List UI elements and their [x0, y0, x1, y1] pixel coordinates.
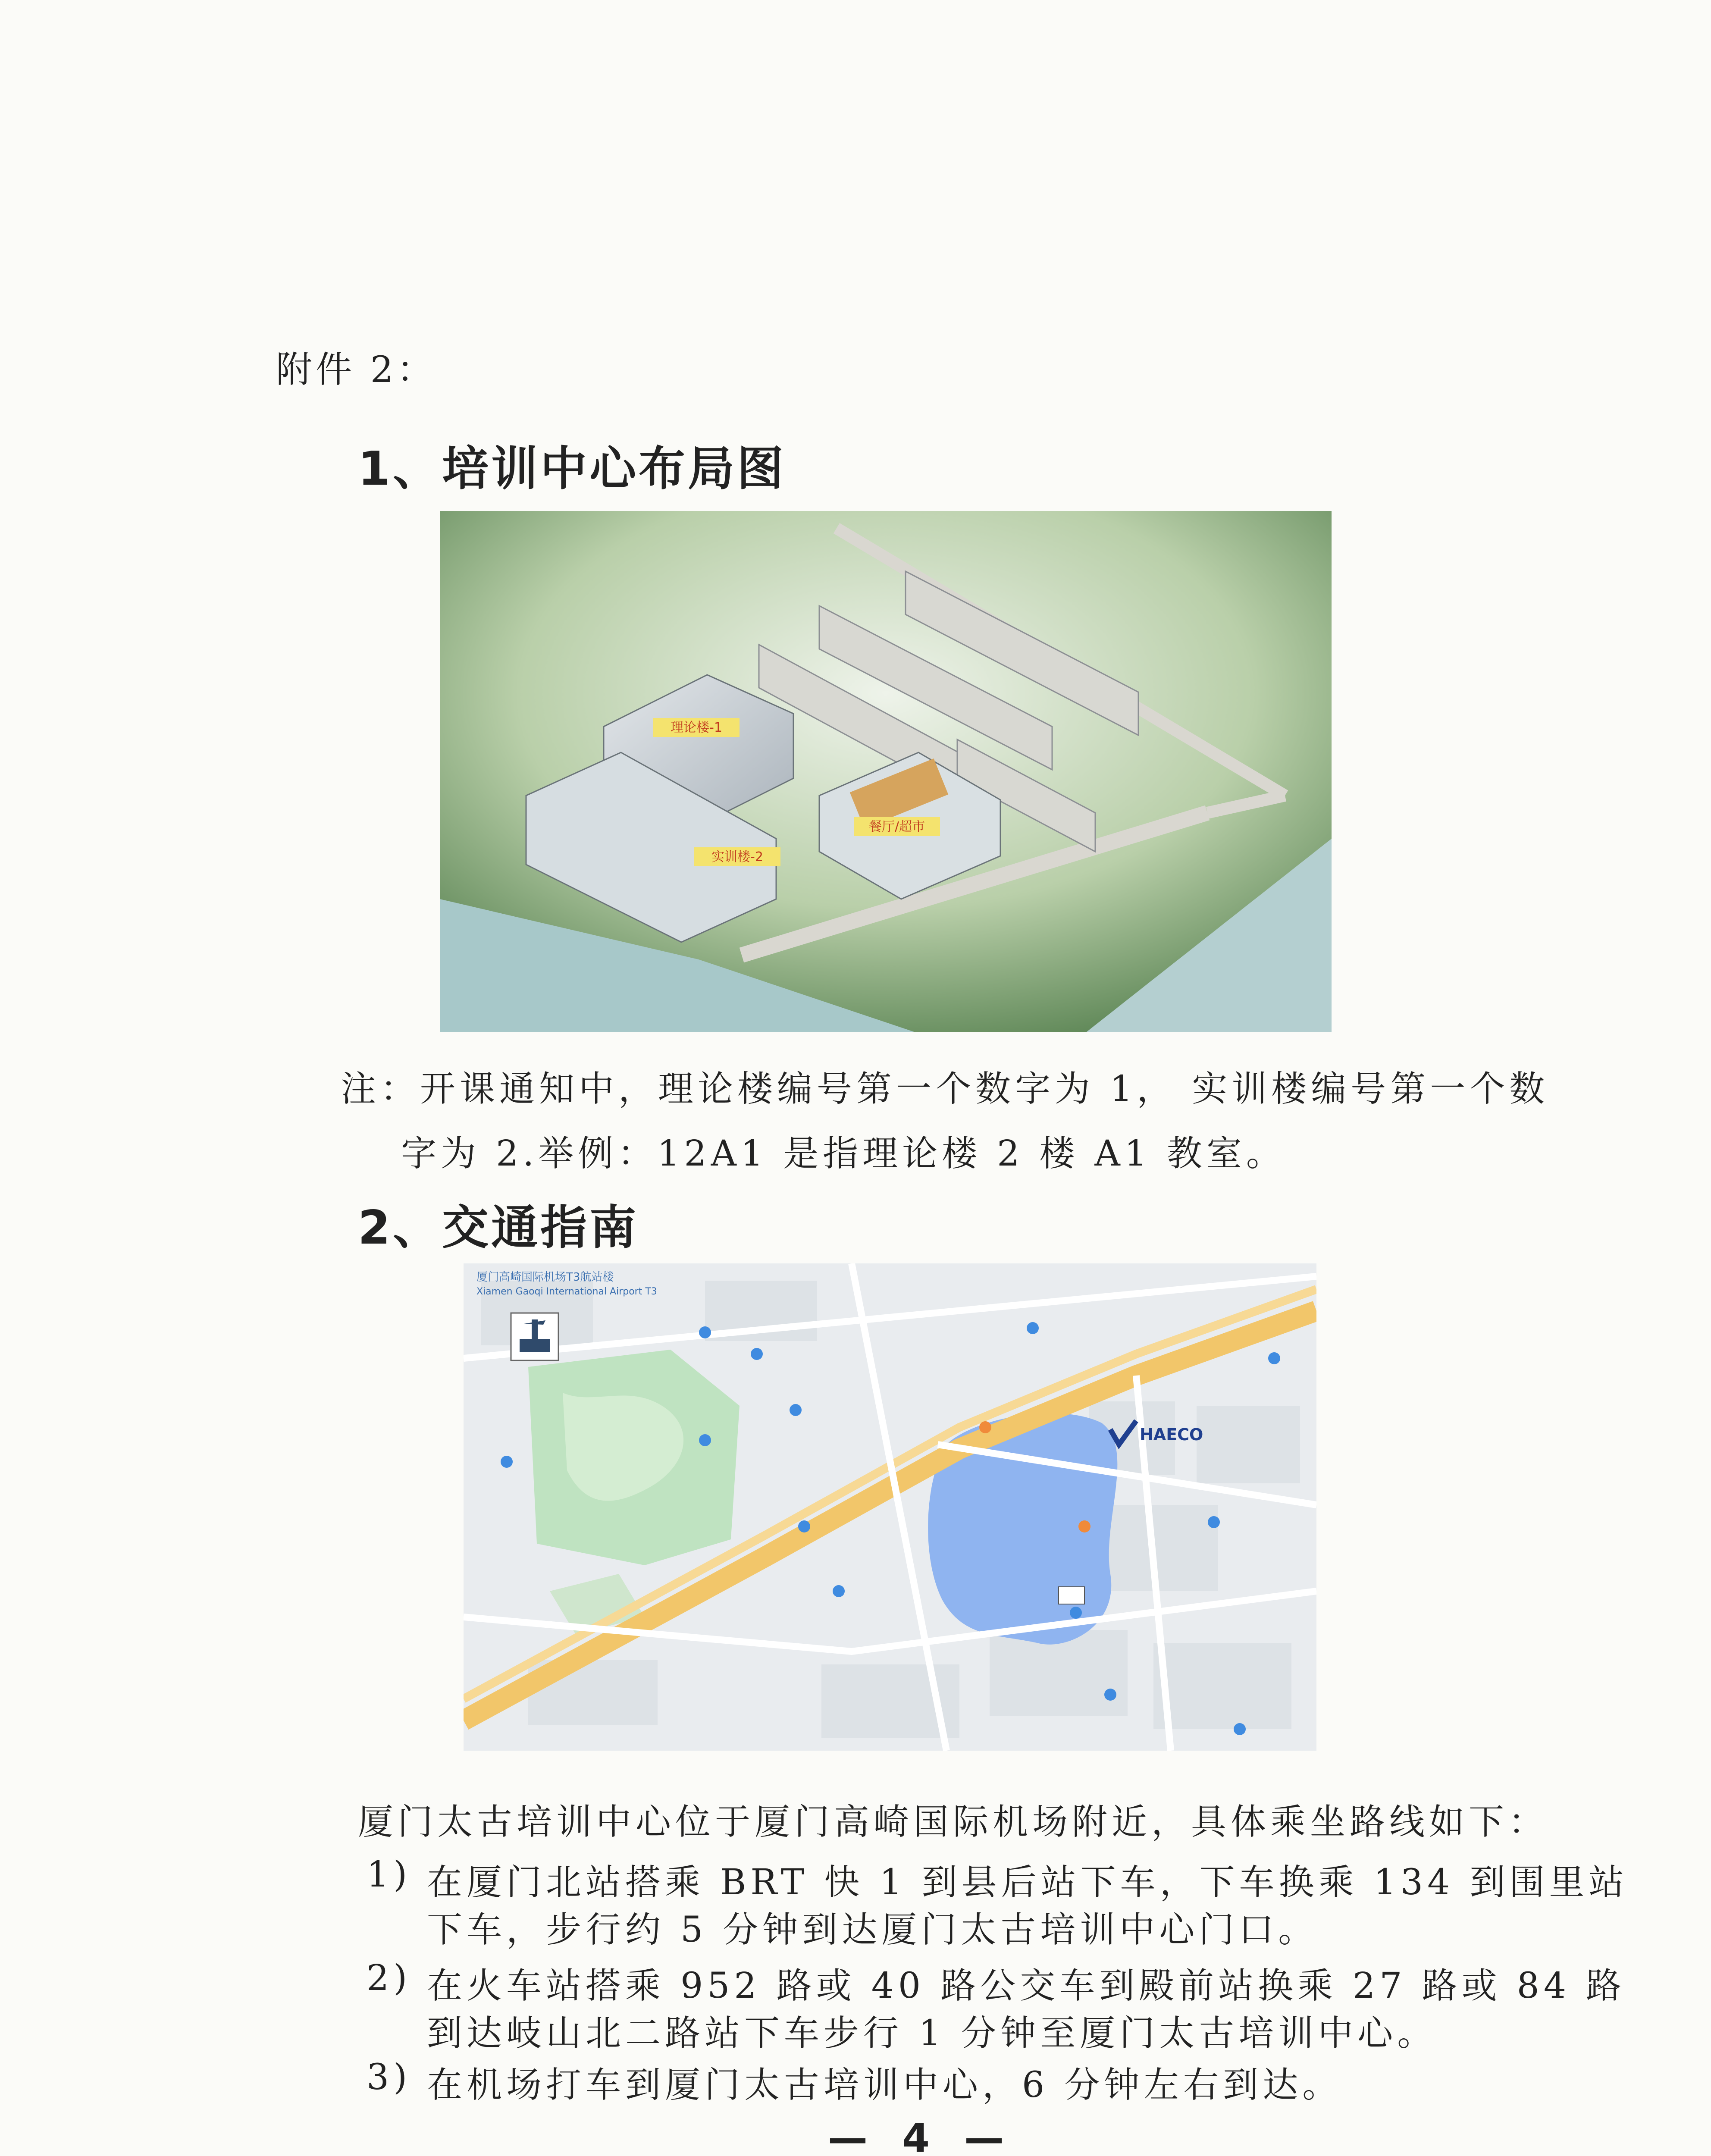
training-building-label: 实训楼-2 — [711, 849, 763, 865]
route-3-line-1: 在机场打车到厦门太古培训中心，6 分钟左右到达。 — [427, 2065, 1342, 2106]
note-line-2: 字为 2.举例：12A1 是指理论楼 2 楼 A1 教室。 — [401, 1133, 1286, 1174]
section-heading-traffic: 2、交通指南 — [358, 1201, 639, 1255]
route-2-line-1: 在火车站搭乘 952 路或 40 路公交车到殿前站换乘 27 路或 84 路 — [427, 1965, 1626, 2006]
airport-icon — [511, 1313, 558, 1360]
route-intro: 厦门太古培训中心位于厦门高崎国际机场附近，具体乘坐路线如下： — [358, 1802, 1548, 1843]
route-3-number: 3) — [367, 2057, 412, 2098]
training-center-layout-image — [440, 511, 1332, 1032]
section-heading-layout: 1、培训中心布局图 — [358, 442, 787, 496]
traffic-map — [464, 1263, 1316, 1751]
route-2-number: 2) — [367, 1958, 412, 1999]
page-number: — 4 — — [828, 2115, 1015, 2156]
route-1-line-2: 下车，步行约 5 分钟到达厦门太古培训中心门口。 — [427, 1909, 1318, 1950]
canteen-building-label: 餐厅/超市 — [868, 819, 925, 834]
theory-building-label: 理论楼-1 — [671, 720, 722, 735]
airport-label-cn: 厦门高崎国际机场T3航站楼 — [476, 1271, 614, 1284]
note-line-1: 注：开课通知中，理论楼编号第一个数字为 1， 实训楼编号第一个数 — [341, 1069, 1549, 1109]
route-1-number: 1) — [367, 1854, 412, 1895]
route-2-line-2: 到达岐山北二路站下车步行 1 分钟至厦门太古培训中心。 — [427, 2013, 1437, 2054]
svg-text:HAECO: HAECO — [1140, 1425, 1203, 1444]
attachment-label: 附件 2： — [276, 348, 437, 391]
route-1-line-1: 在厦门北站搭乘 BRT 快 1 到县后站下车，下车换乘 134 到围里站 — [427, 1862, 1629, 1903]
airport-label-en: Xiamen Gaoqi International Airport T3 — [476, 1286, 657, 1297]
